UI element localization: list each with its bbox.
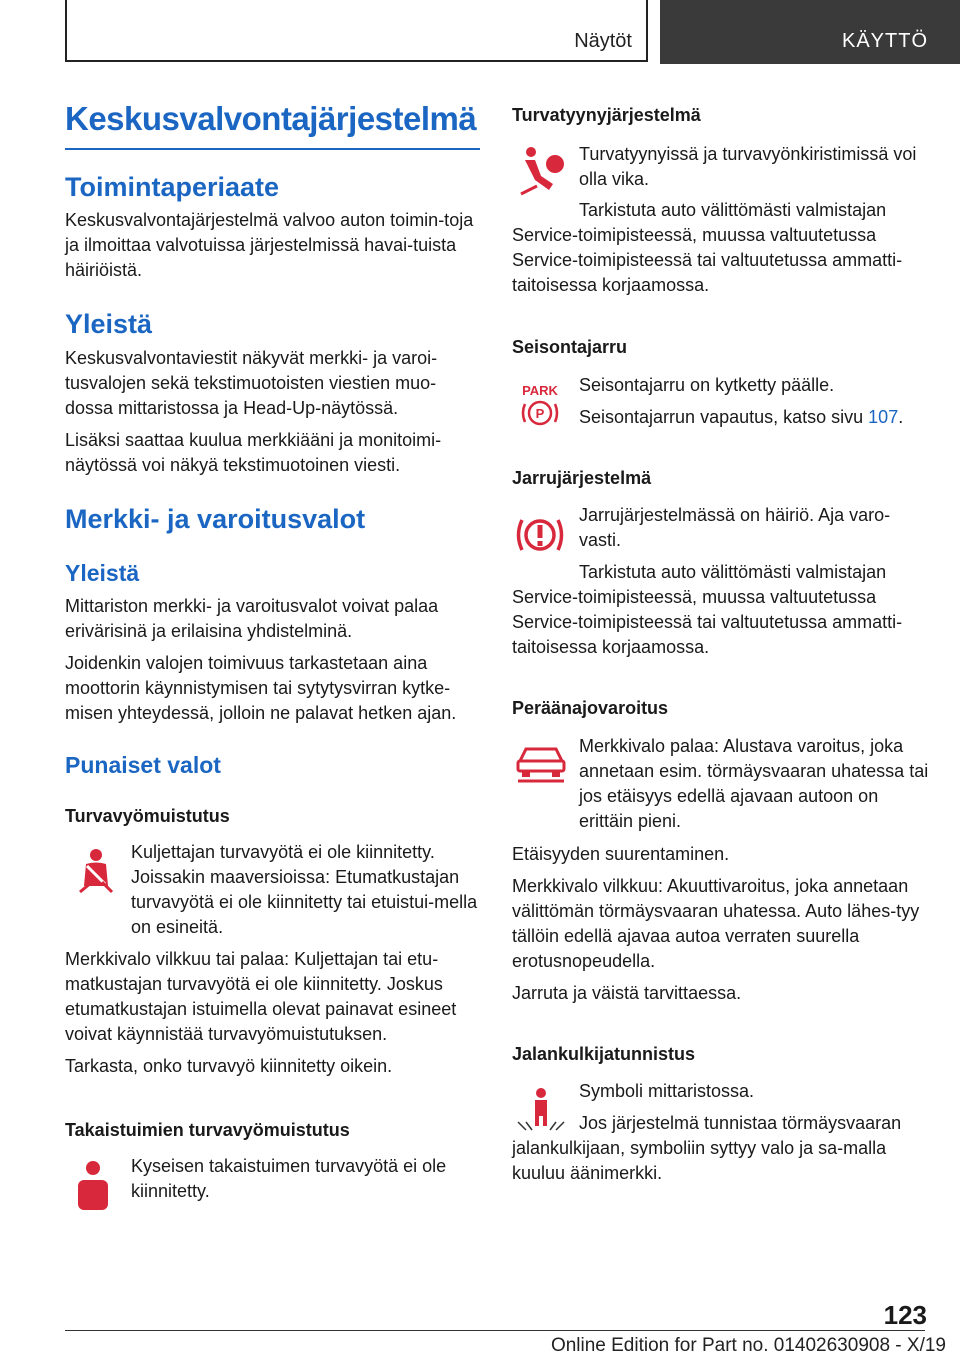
heading-turvatyynyjarjestelma: Turvatyynyjärjestelmä [512,105,701,125]
heading-seisontajarru: Seisontajarru [512,337,628,357]
airbag-warning-icon [519,146,565,196]
text-belt-2: Merkkivalo vilkkuu tai palaa: Kuljettajan tai etu-matkustajan turvavyötä ei ole kiinnitetty. Joskus etumatkustajan istuimella olevat painavat esineet voivat käynnistää turvavyömuistutuksen. [65,949,457,1044]
text-ped-1: Symboli mittaristossa. [579,1081,755,1101]
header-section-label: Näytöt [574,30,632,52]
heading-turvavyomuistutus: Turvavyömuistutus [65,806,230,826]
text-collision-3: Merkkivalo vilkkuu: Akuuttivaroitus, joka annetaan välittömän törmäysvaaran uhatessa. Auto lähes-tyy tällöin edellä ajavaa autoa verraten suurella erotusnopeudella. [512,876,920,971]
text-park-1: Seisontajarru on kytketty päälle. [579,375,835,395]
text-valot-2: Joidenkin valojen toimivuus tarkastetaan aina moottorin käynnistymisen tai sytytysvirran kytke-misen yhteydessä, jolloin ne palavat hetken ajan. [65,653,457,723]
page-number: 123 [883,1300,927,1330]
heading-peraanajovaroitus: Peräänajovaroitus [512,698,669,718]
heading-takaistuimien-turvavyomuistutus: Takaistuimien turvavyömuistutus [65,1120,350,1140]
text-brake-1: Jarrujärjestelmässä on häiriö. Aja varo-vasti. [579,505,891,550]
header-tab-chapter [660,0,960,64]
text-brake-2: Tarkistuta auto välittömästi valmistajan Service-toimipisteessä, muussa valtuutetussa Service-toimipisteessä tai valtuutetussa ammatti-taitoisessa korjaamossa. [512,562,903,657]
page-title: Keskusvalvontajärjestelmä [65,100,477,137]
text-ped-2: Jos järjestelmä tunnistaa törmäysvaaran jalankulkijaan, symboliin syttyy valo ja sa-malla kuuluu äänimerkki. [512,1113,902,1183]
svg-text:P: P [535,406,545,421]
parking-brake-icon [517,382,563,430]
brake-warning-icon [515,512,565,558]
text-belt-1: Kuljettajan turvavyötä ei ole kiinnitetty. Joissakin maaversioissa: Etumatkustajan turvavyötä ei ole kiinnitetty tai etuistui-mella on esineitä. [131,842,478,937]
text-park-2 [579,405,930,430]
heading-jalankulkijatunnistus: Jalankulkijatunnistus [512,1044,696,1064]
heading-merkki-ja-varoitusvalot: Merkki- ja varoitusvalot [65,504,366,534]
title-underline [65,148,480,150]
park-icon-text: PARK [522,383,558,398]
footer-edition: Online Edition for Part no. 01402630908 - X/19 [550,1335,946,1356]
text-park-2-suffix: . [898,407,904,427]
seatbelt-warning-icon [74,848,118,894]
subheading-yleista: Yleistä [65,560,140,586]
text-toimintaperiaate: Keskusvalvontajärjestelmä valvoo auton toimin-toja ja ilmoittaa valvotuissa järjestelmissä havai-tuista häiriöistä. [65,210,474,280]
text-srs-1: Turvatyynyissä ja turvavyönkiristimissä voi olla vika. [579,144,917,189]
heading-toimintaperiaate: Toimintaperiaate [65,172,280,202]
rear-seatbelt-warning-icon [76,1160,110,1210]
text-collision-1: Merkkivalo palaa: Alustava varoitus, joka annetaan esim. törmäysvaaran uhatessa tai jos etäisyys edellä ajavaan autoon on erittäin pieni. [579,736,929,831]
subheading-punaiset-valot: Punaiset valot [65,752,221,778]
heading-jarrujarjestelma: Jarrujärjestelmä [512,468,652,488]
page-link-107[interactable]: 107 [868,407,899,427]
text-collision-4: Jarruta ja väistä tarvittaessa. [512,983,742,1003]
heading-yleista: Yleistä [65,309,153,339]
header-chapter-label: KÄYTTÖ [841,30,928,52]
footer-divider [65,1330,925,1331]
text-valot-1: Mittariston merkki- ja varoitusvalot voivat palaa erivärisinä ja erilaisina yhdistelminä. [65,596,439,641]
text-srs-2: Tarkistuta auto välittömästi valmistajan Service-toimipisteessä, muussa valtuutetussa Service-toimipisteessä tai valtuutetussa ammatti-taitoisessa korjaamossa. [512,200,903,295]
text-rear-1: Kyseisen takaistuimen turvavyötä ei ole kiinnitetty. [131,1156,447,1201]
collision-warning-icon [516,745,566,783]
text-yleista-2: Lisäksi saattaa kuulua merkkiääni ja monitoimi-näytössä voi näkyä tekstimuotoinen viesti. [65,430,442,475]
text-belt-3: Tarkasta, onko turvavyö kiinnitetty oikein. [65,1056,393,1076]
text-yleista-1: Keskusvalvontaviestit näkyvät merkki- ja varoi-tusvalojen sekä tekstimuotoisten viestien muo-dossa mittaristossa ja Head-Up-näytössä. [65,348,438,418]
header-tab-section [65,0,648,62]
text-park-2-prefix: Seisontajarrun vapautus, katso sivu [579,407,869,427]
text-collision-2: Etäisyyden suurentaminen. [512,844,730,864]
